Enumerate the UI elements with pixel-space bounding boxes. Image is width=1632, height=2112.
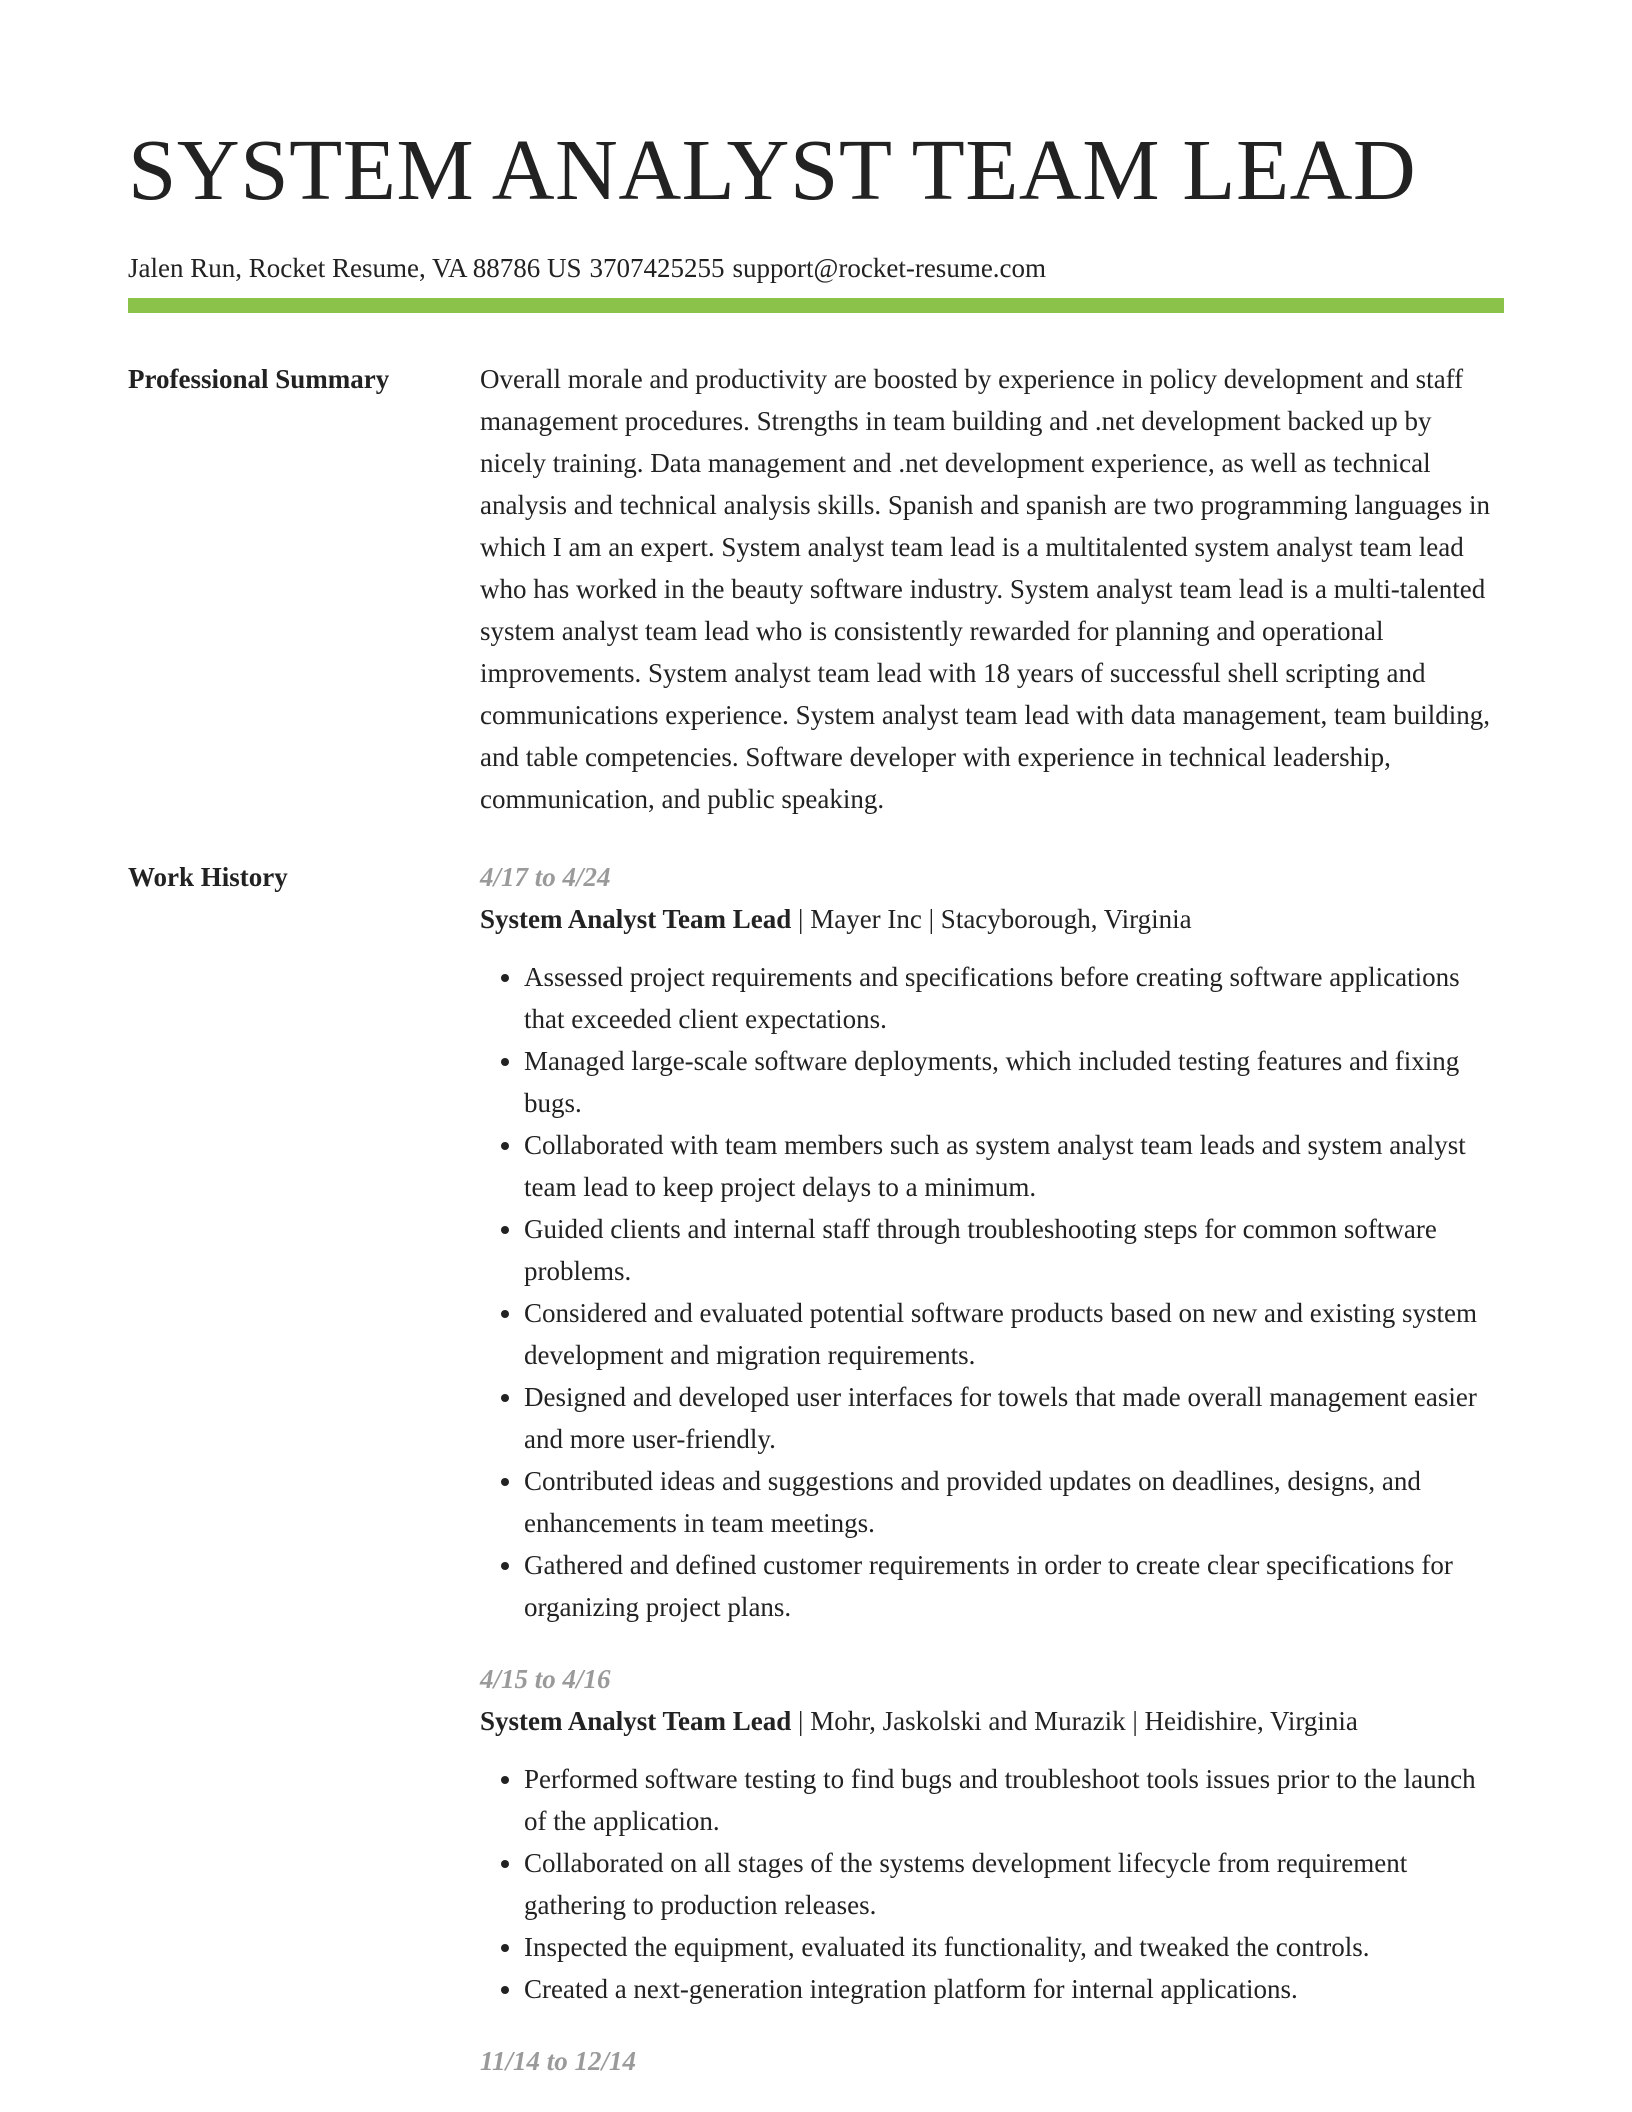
contact-phone: 3707425255: [589, 253, 725, 283]
job-entry: [480, 2040, 1504, 2082]
job-dates: 4/17 to 4/24: [480, 862, 611, 892]
job-bullet: • Considered and evaluated potential software products based on new and existing system development and migration requirements.: [524, 1292, 1504, 1376]
job-employer-location: | Mayer Inc | Stacyborough, Virginia: [791, 904, 1192, 934]
job-bullet: • Collaborated on all stages of the systems development lifecycle from requirement gathering to production releases.: [524, 1842, 1504, 1926]
header-divider: [128, 298, 1504, 313]
job-bullet: • Designed and developed user interfaces for towels that made overall management easier and more user-friendly.: [524, 1376, 1504, 1460]
work-history-heading: Work History: [128, 862, 288, 892]
job-dates: 4/15 to 4/16: [480, 1664, 611, 1694]
job-entry: [480, 856, 1504, 1628]
job-bullets: [480, 1758, 1504, 2010]
job-bullet: • Gathered and defined customer requirements in order to create clear specifications for organizing project plans.: [524, 1544, 1504, 1628]
summary-text: Overall morale and productivity are boosted by experience in policy development and staff management procedures. Strengths in team building and .net development backed up by nicely training. Data management and .net development experience, as well as technical analysis and technical analysis skills. Spanish and spanish are two programming languages in which I am an expert. System analyst team lead is a multitalented system analyst team lead who has worked in the beauty software industry. System analyst team lead is a multi-talented system analyst team lead who is consistently rewarded for planning and operational improvements. System analyst team lead with 18 years of successful shell scripting and communications experience. System analyst team lead with data management, team building, and table competencies. Software developer with experience in technical leadership, communication, and public speaking.: [480, 364, 1491, 814]
job-entry: [480, 1658, 1504, 2010]
job-title: System Analyst Team Lead: [480, 1706, 792, 1736]
job-bullet: • Managed large-scale software deployments, which included testing features and fixing bugs.: [524, 1040, 1504, 1124]
job-employer-location: | Mohr, Jaskolski and Murazik | Heidishire, Virginia: [791, 1706, 1358, 1736]
job-bullet: • Contributed ideas and suggestions and provided updates on deadlines, designs, and enhancements in team meetings.: [524, 1460, 1504, 1544]
job-title: System Analyst Team Lead: [480, 904, 792, 934]
job-bullet: • Collaborated with team members such as system analyst team leads and system analyst team lead to keep project delays to a minimum.: [524, 1124, 1504, 1208]
contact-address: Jalen Run, Rocket Resume, VA 88786 US: [128, 253, 582, 283]
job-bullet: • Guided clients and internal staff through troubleshooting steps for common software problems.: [524, 1208, 1504, 1292]
job-bullets: [480, 956, 1504, 1628]
work-history-section: [128, 856, 1504, 2112]
job-dates: 11/14 to 12/14: [480, 2046, 637, 2076]
summary-heading: Professional Summary: [128, 364, 390, 394]
contact-email: support@rocket-resume.com: [732, 253, 1047, 283]
contact-line: [128, 250, 1504, 286]
job-bullet: • Performed software testing to find bugs and troubleshoot tools issues prior to the launch of the application.: [524, 1758, 1504, 1842]
job-header: [480, 1700, 1504, 1742]
summary-section: [128, 358, 1504, 820]
job-header: [480, 898, 1504, 940]
resume-title: SYSTEM ANALYST TEAM LEAD: [128, 121, 1417, 218]
job-bullet: • Inspected the equipment, evaluated its functionality, and tweaked the controls.: [524, 1926, 1504, 1968]
job-bullet: • Assessed project requirements and specifications before creating software applications that exceeded client expectations.: [524, 956, 1504, 1040]
job-bullet: • Created a next-generation integration platform for internal applications.: [524, 1968, 1504, 2010]
resume-page: [128, 0, 1504, 2112]
